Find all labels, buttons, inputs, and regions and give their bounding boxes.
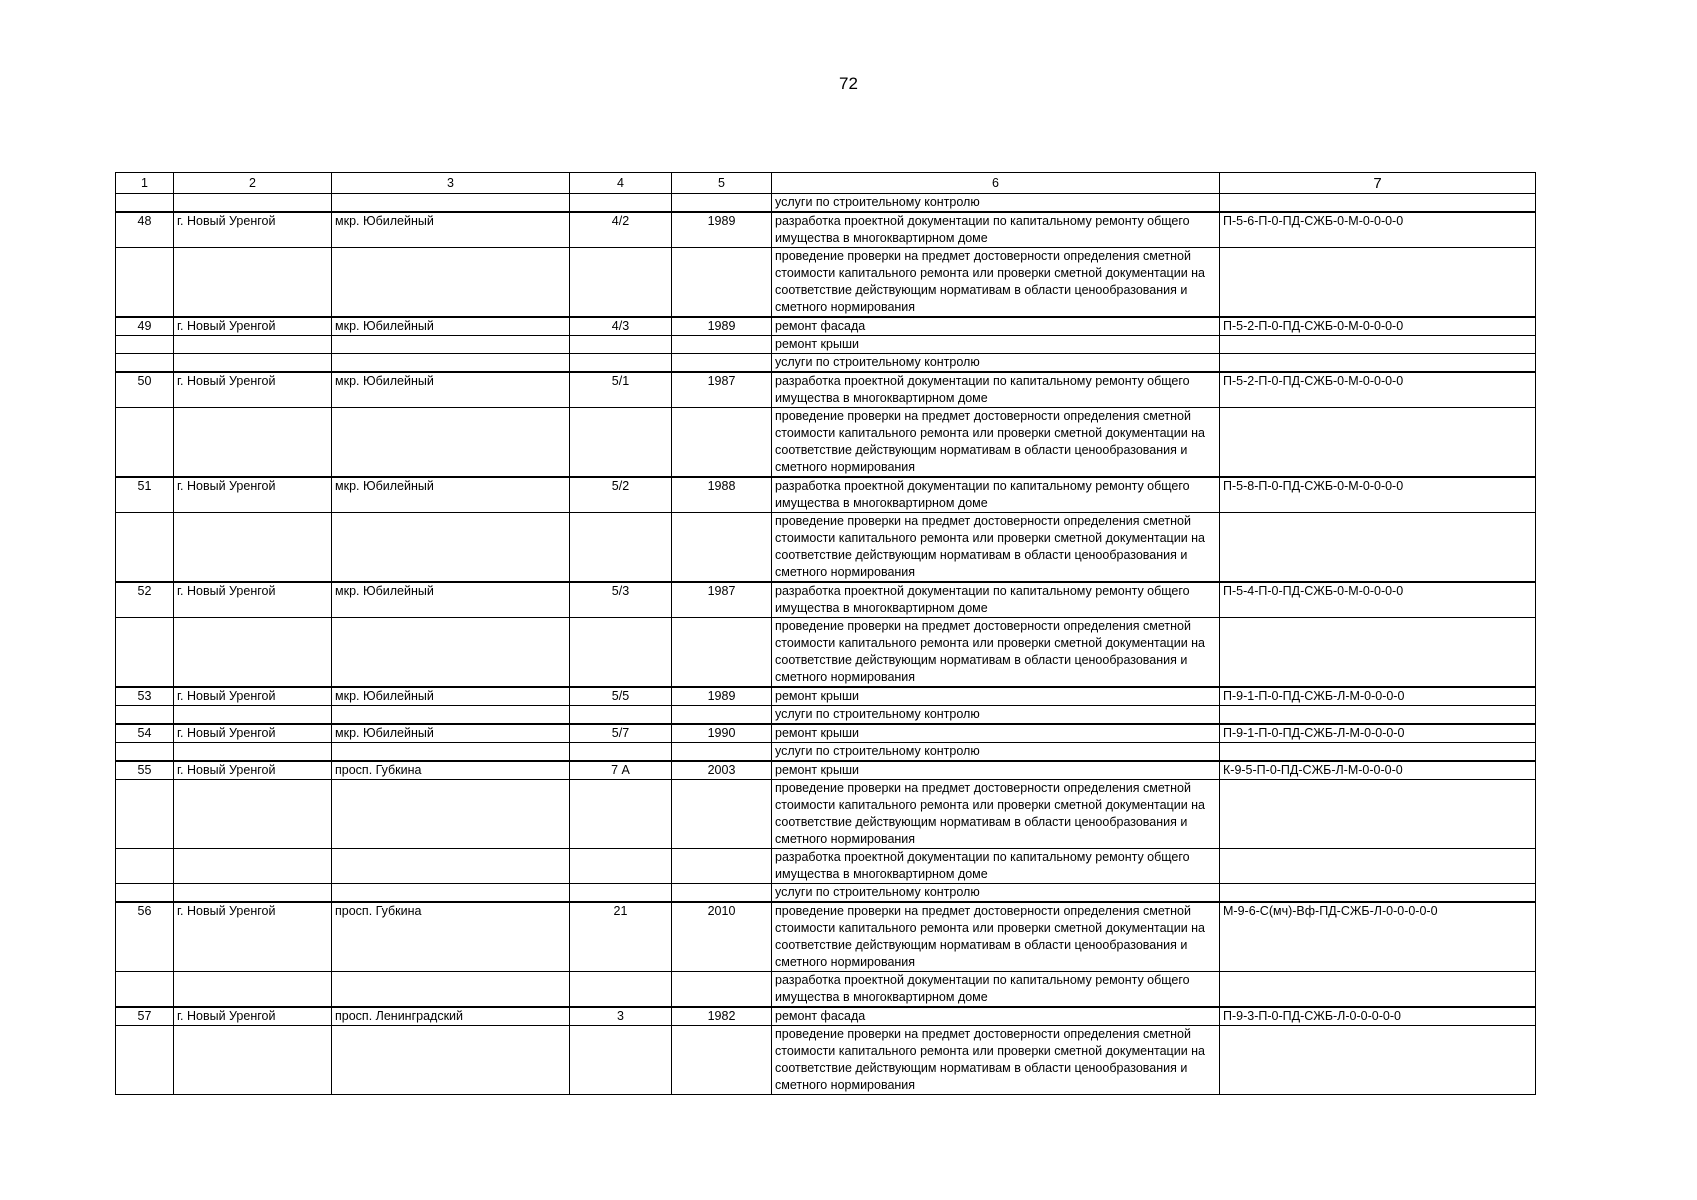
cell-number <box>116 513 174 583</box>
table-row <box>116 724 1536 743</box>
cell-street: просп. Губкина <box>332 761 570 780</box>
cell-street <box>332 408 570 478</box>
cell-street <box>332 513 570 583</box>
cell-city <box>174 743 332 762</box>
cell-work-type: проведение проверки на предмет достоверности определения сметной стоимости капитального ремонта или проверки сметной документации на соответствие действующим нормативам в области ценообразования и сметного нормирования <box>772 780 1220 849</box>
cell-street <box>332 972 570 1008</box>
cell-city <box>174 972 332 1008</box>
cell-year <box>672 972 772 1008</box>
cell-number <box>116 248 174 318</box>
cell-street: мкр. Юбилейный <box>332 724 570 743</box>
cell-work-type: разработка проектной документации по капитальному ремонту общего имущества в многоквартирном доме <box>772 582 1220 618</box>
cell-code <box>1220 1026 1536 1095</box>
cell-city <box>174 354 332 373</box>
cell-code <box>1220 849 1536 884</box>
cell-code: К-9-5-П-0-ПД-СЖБ-Л-М-0-0-0-0 <box>1220 761 1536 780</box>
table-row <box>116 408 1536 478</box>
cell-year: 1982 <box>672 1007 772 1026</box>
cell-year: 1987 <box>672 582 772 618</box>
cell-code <box>1220 336 1536 354</box>
cell-city: г. Новый Уренгой <box>174 372 332 408</box>
table-row <box>116 743 1536 762</box>
cell-building: 7 А <box>570 761 672 780</box>
cell-building <box>570 354 672 373</box>
cell-building <box>570 248 672 318</box>
cell-work-type: разработка проектной документации по капитальному ремонту общего имущества в многоквартирном доме <box>772 972 1220 1008</box>
table-row <box>116 780 1536 849</box>
cell-year <box>672 849 772 884</box>
column-header-1: 1 <box>116 173 174 194</box>
cell-code: М-9-6-С(мч)-Вф-ПД-СЖБ-Л-0-0-0-0-0 <box>1220 902 1536 972</box>
table-row <box>116 477 1536 513</box>
cell-work-type: проведение проверки на предмет достоверности определения сметной стоимости капитального ремонта или проверки сметной документации на соответствие действующим нормативам в области ценообразования и сметного нормирования <box>772 248 1220 318</box>
cell-year: 2010 <box>672 902 772 972</box>
cell-number <box>116 706 174 725</box>
cell-building: 5/3 <box>570 582 672 618</box>
column-header-6: 6 <box>772 173 1220 194</box>
cell-work-type: разработка проектной документации по капитальному ремонту общего имущества в многоквартирном доме <box>772 477 1220 513</box>
cell-code <box>1220 780 1536 849</box>
table-row <box>116 972 1536 1008</box>
cell-building <box>570 706 672 725</box>
cell-year <box>672 248 772 318</box>
cell-number <box>116 780 174 849</box>
table-row <box>116 761 1536 780</box>
cell-number: 51 <box>116 477 174 513</box>
cell-city: г. Новый Уренгой <box>174 582 332 618</box>
cell-number: 52 <box>116 582 174 618</box>
cell-code: П-9-1-П-0-ПД-СЖБ-Л-М-0-0-0-0 <box>1220 724 1536 743</box>
cell-number: 57 <box>116 1007 174 1026</box>
cell-city <box>174 884 332 903</box>
cell-number: 48 <box>116 212 174 248</box>
cell-work-type: ремонт крыши <box>772 761 1220 780</box>
cell-street <box>332 336 570 354</box>
cell-street: мкр. Юбилейный <box>332 372 570 408</box>
cell-city: г. Новый Уренгой <box>174 317 332 336</box>
cell-work-type: проведение проверки на предмет достоверности определения сметной стоимости капитального ремонта или проверки сметной документации на соответствие действующим нормативам в области ценообразования и сметного нормирования <box>772 408 1220 478</box>
cell-code <box>1220 706 1536 725</box>
cell-code <box>1220 354 1536 373</box>
cell-work-type: проведение проверки на предмет достоверности определения сметной стоимости капитального ремонта или проверки сметной документации на соответствие действующим нормативам в области ценообразования и сметного нормирования <box>772 902 1220 972</box>
cell-building <box>570 336 672 354</box>
cell-code: П-5-2-П-0-ПД-СЖБ-0-М-0-0-0-0 <box>1220 317 1536 336</box>
cell-work-type: услуги по строительному контролю <box>772 706 1220 725</box>
table-row <box>116 902 1536 972</box>
table-row <box>116 354 1536 373</box>
cell-number <box>116 743 174 762</box>
cell-building <box>570 1026 672 1095</box>
table-row <box>116 706 1536 725</box>
cell-building: 5/7 <box>570 724 672 743</box>
table-row <box>116 248 1536 318</box>
cell-city: г. Новый Уренгой <box>174 761 332 780</box>
cell-year: 1990 <box>672 724 772 743</box>
cell-year: 1987 <box>672 372 772 408</box>
cell-building: 3 <box>570 1007 672 1026</box>
cell-code <box>1220 743 1536 762</box>
cell-work-type: ремонт крыши <box>772 336 1220 354</box>
table-row <box>116 618 1536 688</box>
table-row <box>116 884 1536 903</box>
cell-street <box>332 780 570 849</box>
cell-number <box>116 194 174 213</box>
cell-number: 50 <box>116 372 174 408</box>
cell-city <box>174 408 332 478</box>
cell-street <box>332 743 570 762</box>
cell-building: 5/1 <box>570 372 672 408</box>
cell-street: просп. Губкина <box>332 902 570 972</box>
cell-code <box>1220 972 1536 1008</box>
cell-code: П-9-3-П-0-ПД-СЖБ-Л-0-0-0-0-0 <box>1220 1007 1536 1026</box>
cell-city: г. Новый Уренгой <box>174 1007 332 1026</box>
cell-city <box>174 618 332 688</box>
table-header-row <box>116 173 1536 194</box>
cell-number: 53 <box>116 687 174 706</box>
cell-number: 49 <box>116 317 174 336</box>
cell-code: П-5-4-П-0-ПД-СЖБ-0-М-0-0-0-0 <box>1220 582 1536 618</box>
cell-street: мкр. Юбилейный <box>332 687 570 706</box>
table-row <box>116 317 1536 336</box>
table-row <box>116 582 1536 618</box>
cell-number: 56 <box>116 902 174 972</box>
cell-work-type: ремонт крыши <box>772 687 1220 706</box>
cell-building: 21 <box>570 902 672 972</box>
cell-number: 54 <box>116 724 174 743</box>
cell-work-type: услуги по строительному контролю <box>772 194 1220 213</box>
cell-street: мкр. Юбилейный <box>332 582 570 618</box>
cell-city: г. Новый Уренгой <box>174 212 332 248</box>
cell-year <box>672 884 772 903</box>
cell-code <box>1220 618 1536 688</box>
cell-work-type: разработка проектной документации по капитальному ремонту общего имущества в многоквартирном доме <box>772 212 1220 248</box>
cell-work-type: ремонт фасада <box>772 1007 1220 1026</box>
column-header-7: 7 <box>1220 173 1536 194</box>
cell-building: 4/3 <box>570 317 672 336</box>
cell-work-type: ремонт фасада <box>772 317 1220 336</box>
cell-year <box>672 1026 772 1095</box>
cell-work-type: услуги по строительному контролю <box>772 743 1220 762</box>
cell-year <box>672 618 772 688</box>
cell-work-type: услуги по строительному контролю <box>772 354 1220 373</box>
cell-code: П-9-1-П-0-ПД-СЖБ-Л-М-0-0-0-0 <box>1220 687 1536 706</box>
table-row <box>116 849 1536 884</box>
cell-building <box>570 849 672 884</box>
cell-work-type: ремонт крыши <box>772 724 1220 743</box>
cell-number: 55 <box>116 761 174 780</box>
cell-building <box>570 513 672 583</box>
cell-number <box>116 1026 174 1095</box>
column-header-3: 3 <box>332 173 570 194</box>
cell-year: 1989 <box>672 212 772 248</box>
cell-city <box>174 336 332 354</box>
cell-building: 4/2 <box>570 212 672 248</box>
cell-number <box>116 618 174 688</box>
cell-number <box>116 849 174 884</box>
cell-city <box>174 1026 332 1095</box>
cell-year <box>672 408 772 478</box>
cell-code: П-5-8-П-0-ПД-СЖБ-0-М-0-0-0-0 <box>1220 477 1536 513</box>
table-row <box>116 1026 1536 1095</box>
cell-year: 1989 <box>672 317 772 336</box>
cell-building <box>570 884 672 903</box>
cell-year: 1988 <box>672 477 772 513</box>
cell-work-type: проведение проверки на предмет достоверности определения сметной стоимости капитального ремонта или проверки сметной документации на соответствие действующим нормативам в области ценообразования и сметного нормирования <box>772 1026 1220 1095</box>
table-row <box>116 336 1536 354</box>
cell-code <box>1220 408 1536 478</box>
cell-building <box>570 408 672 478</box>
table-row <box>116 1007 1536 1026</box>
cell-city <box>174 513 332 583</box>
cell-year <box>672 354 772 373</box>
cell-building <box>570 618 672 688</box>
cell-year <box>672 336 772 354</box>
works-table <box>115 172 1536 1095</box>
cell-building <box>570 780 672 849</box>
cell-street <box>332 618 570 688</box>
cell-year <box>672 780 772 849</box>
table-row <box>116 513 1536 583</box>
cell-city <box>174 248 332 318</box>
table-body <box>116 194 1536 1095</box>
cell-work-type: проведение проверки на предмет достоверности определения сметной стоимости капитального ремонта или проверки сметной документации на соответствие действующим нормативам в области ценообразования и сметного нормирования <box>772 618 1220 688</box>
cell-city <box>174 780 332 849</box>
cell-city: г. Новый Уренгой <box>174 724 332 743</box>
cell-code <box>1220 513 1536 583</box>
cell-city <box>174 849 332 884</box>
column-header-5: 5 <box>672 173 772 194</box>
cell-work-type: разработка проектной документации по капитальному ремонту общего имущества в многоквартирном доме <box>772 849 1220 884</box>
cell-work-type: услуги по строительному контролю <box>772 884 1220 903</box>
cell-code <box>1220 248 1536 318</box>
cell-work-type: проведение проверки на предмет достоверности определения сметной стоимости капитального ремонта или проверки сметной документации на соответствие действующим нормативам в области ценообразования и сметного нормирования <box>772 513 1220 583</box>
cell-code: П-5-2-П-0-ПД-СЖБ-0-М-0-0-0-0 <box>1220 372 1536 408</box>
cell-year: 1989 <box>672 687 772 706</box>
cell-code <box>1220 884 1536 903</box>
cell-street <box>332 354 570 373</box>
page-number: 72 <box>839 74 858 93</box>
cell-building <box>570 743 672 762</box>
cell-code: П-5-6-П-0-ПД-СЖБ-0-М-0-0-0-0 <box>1220 212 1536 248</box>
cell-number <box>116 336 174 354</box>
cell-number <box>116 354 174 373</box>
table-row <box>116 687 1536 706</box>
cell-year: 2003 <box>672 761 772 780</box>
column-header-4: 4 <box>570 173 672 194</box>
table-row <box>116 194 1536 213</box>
cell-street <box>332 194 570 213</box>
cell-city: г. Новый Уренгой <box>174 687 332 706</box>
cell-year <box>672 513 772 583</box>
table-row <box>116 212 1536 248</box>
cell-year <box>672 194 772 213</box>
cell-street: мкр. Юбилейный <box>332 317 570 336</box>
cell-number <box>116 884 174 903</box>
cell-street: мкр. Юбилейный <box>332 212 570 248</box>
table-row <box>116 372 1536 408</box>
cell-work-type: разработка проектной документации по капитальному ремонту общего имущества в многоквартирном доме <box>772 372 1220 408</box>
cell-street <box>332 1026 570 1095</box>
cell-street: просп. Ленинградский <box>332 1007 570 1026</box>
cell-city: г. Новый Уренгой <box>174 902 332 972</box>
cell-year <box>672 743 772 762</box>
cell-number <box>116 972 174 1008</box>
cell-number <box>116 408 174 478</box>
cell-street <box>332 706 570 725</box>
cell-building: 5/5 <box>570 687 672 706</box>
cell-code <box>1220 194 1536 213</box>
cell-city <box>174 194 332 213</box>
cell-street <box>332 849 570 884</box>
cell-building <box>570 972 672 1008</box>
cell-city <box>174 706 332 725</box>
cell-year <box>672 706 772 725</box>
cell-building: 5/2 <box>570 477 672 513</box>
column-header-2: 2 <box>174 173 332 194</box>
cell-street: мкр. Юбилейный <box>332 477 570 513</box>
cell-building <box>570 194 672 213</box>
cell-street <box>332 248 570 318</box>
cell-city: г. Новый Уренгой <box>174 477 332 513</box>
cell-street <box>332 884 570 903</box>
